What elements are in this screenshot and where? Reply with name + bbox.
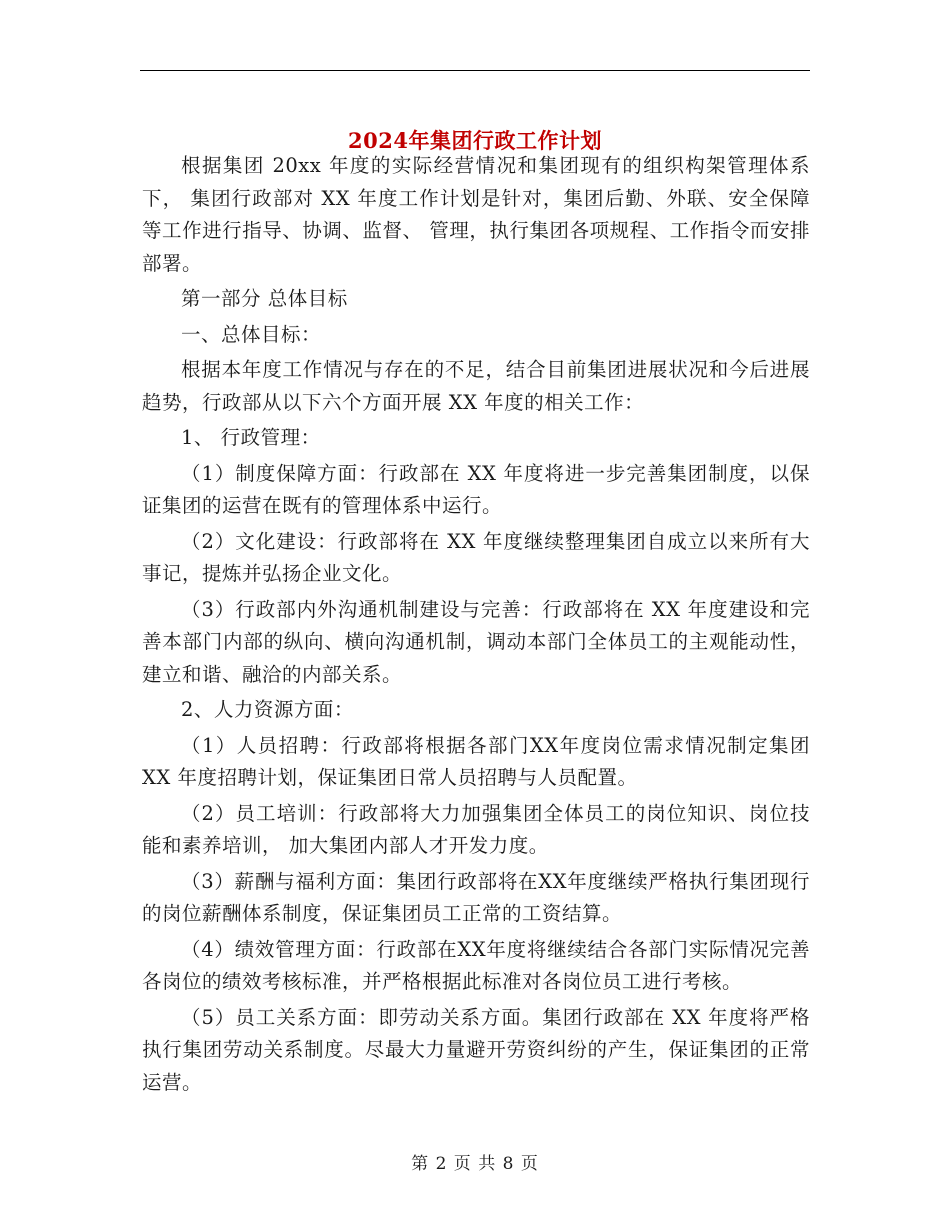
list-item: （2）员工培训：行政部将大力加强集团全体员工的岗位知识、岗位技能和素养培训， 加大集团内部人才开发力度。: [142, 801, 810, 857]
list-heading: 2、人力资源方面：: [181, 698, 354, 721]
list-heading: 1、 行政管理：: [181, 426, 321, 449]
list-item: （2）文化建设：行政部将在 XX 年度继续整理集团自成立以来所有大事记，提炼并弘扬企业文化。: [142, 529, 810, 585]
paragraph: 根据本年度工作情况与存在的不足，结合目前集团进展状况和今后进展趋势，行政部从以下六个方面开展 XX 年度的相关工作：: [142, 358, 810, 414]
header-rule: [140, 70, 810, 71]
subsection-heading: 一、总体目标：: [181, 322, 322, 346]
list-item: （3）薪酬与福利方面：集团行政部将在XX年度继续严格执行集团现行的岗位薪酬体系制度，保证集团员工正常的工资结算。: [142, 869, 810, 925]
list-item: （1）人员招聘：行政部将根据各部门XX年度岗位需求情况制定集团 XX 年度招聘计划，保证集团日常人员招聘与人员配置。: [142, 733, 810, 789]
page-number: 第 2 页 共 8 页: [411, 1154, 539, 1174]
document-title: 2024年集团行政工作计划: [348, 128, 602, 154]
document-body: [142, 150, 810, 1099]
list-item: （5）员工关系方面：即劳动关系方面。集团行政部在 XX 年度将严格执行集团劳动关系制度。尽最大力量避开劳资纠纷的产生，保证集团的正常运营。: [142, 1005, 810, 1094]
section-heading: 第一部分 总体目标: [181, 287, 348, 310]
list-item: （1）制度保障方面：行政部在 XX 年度将进一步完善集团制度，以保证集团的运营在既有的管理体系中运行。: [142, 461, 810, 517]
list-item: （3）行政部内外沟通机制建设与完善：行政部将在 XX 年度建设和完善本部门内部的纵向、横向沟通机制，调动本部门全体员工的主观能动性，建立和谐、融洽的内部关系。: [142, 597, 810, 686]
paragraph: 根据集团 20xx 年度的实际经营情况和集团现有的组织构架管理体系下， 集团行政部对 XX 年度工作计划是针对，集团后勤、外联、安全保障等工作进行指导、协调、监督、 管理，执行集团各项规程、工作指令而安排部署。: [142, 154, 810, 275]
list-item: （4）绩效管理方面：行政部在XX年度将继续结合各部门实际情况完善各岗位的绩效考核标准，并严格根据此标准对各岗位员工进行考核。: [142, 937, 810, 993]
